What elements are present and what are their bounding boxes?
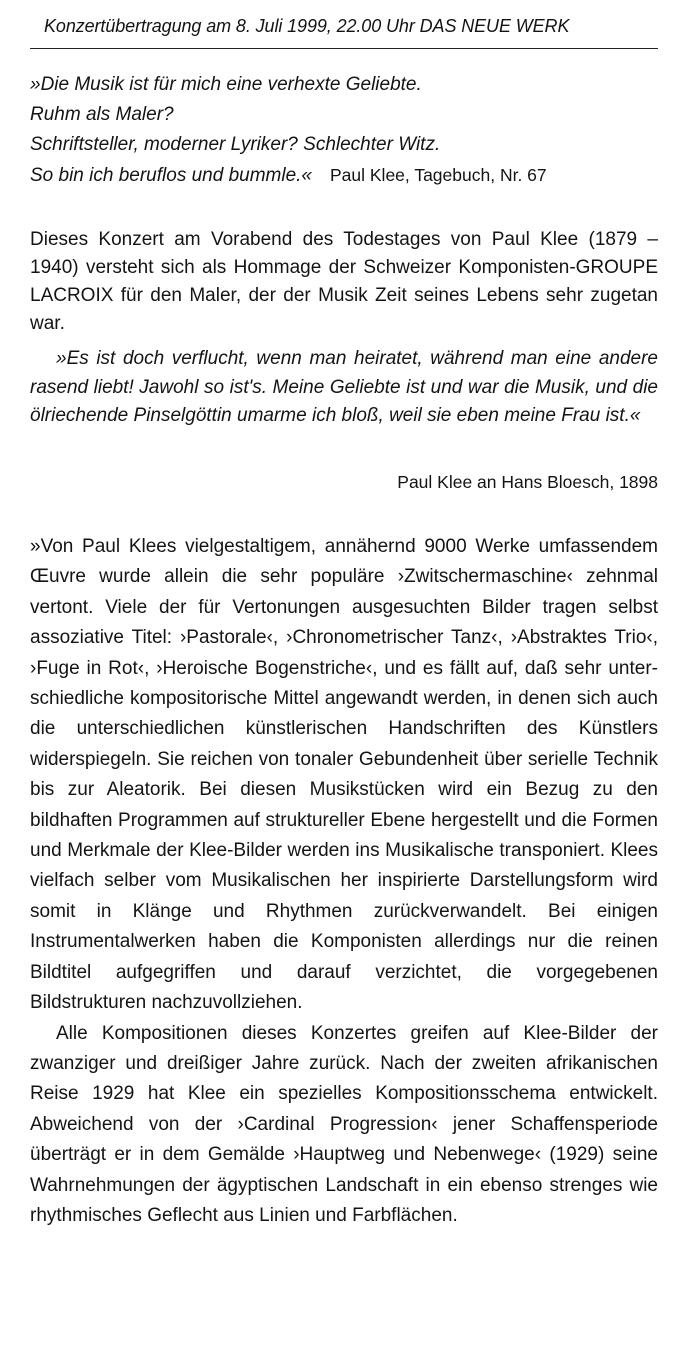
- header-rule: [30, 48, 658, 49]
- intro-paragraph: Dieses Konzert am Vorabend des Todestages von Paul Klee (1879 – 1940) versteht sich als Hommage der Schweizer Komponisten-GROUPE LACROIX für den Maler, der der Musik Zeit seines Lebens sehr zugetan war.: [30, 229, 658, 334]
- motto-source: Paul Klee, Tagebuch, Nr. 67: [330, 165, 547, 185]
- motto-line-1: »Die Musik ist für mich eine verhexte Geliebte.: [30, 74, 422, 95]
- motto-line-4: So bin ich beruflos und bummle.«: [30, 165, 312, 186]
- body-paragraph-2: Alle Kompositionen dieses Konzertes greifen auf Klee-Bilder der zwanziger und dreißiger Jahre zurück. Nach der zweiten afrikanischen Reise 1929 hat Klee ein spezielles Kompositionsschema entwickelt. Abweichend von der ›Cardinal Progression‹ jener Schaffensperiode überträgt er in dem Gemälde ›Hauptweg und Nebenwege‹ (1929) seine Wahrnehmungen der ägyptischen Landschaft in ein ebenso strenges wie rhythmisches Geflecht aus Linien und Farbflächen.: [30, 1022, 658, 1226]
- motto-line-3: Schriftsteller, moderner Lyriker? Schlechter Witz.: [30, 134, 441, 155]
- letter-quote-source: Paul Klee an Hans Bloesch, 1898: [397, 472, 658, 492]
- letter-quote: »Es ist doch verflucht, wenn man heiratet, während man eine andere rasend liebt! Jawohl so ist's. Meine Geliebte ist und war die Musik, und die ölriechende Pinselgöttin umarme ich bloß, weil sie eben meine Frau ist.«: [30, 348, 658, 426]
- motto-line-2: Ruhm als Maler?: [30, 104, 174, 125]
- body-paragraph-1: »Von Paul Klees vielgestaltigem, annähernd 9000 Werke umfassendem Œuvre wurde allein die sehr populäre ›Zwitschermaschine‹ zehnmal vertont. Viele der für Vertonungen ausgesuchten Bilder tragen selbst assoziative Titel: ›Pastorale‹, ›Chronometrischer Tanz‹, ›Abstraktes Trio‹, ›Fuge in Rot‹, ›Heroische Bogenstriche‹, und es fällt auf, daß sehr unterschiedliche kompositorische Mittel angewandt werden, in denen sich auch die unterschiedlichen künstlerischen Handschriften des Künstlers widerspiegeln. Sie reichen von tonaler Gebundenheit über serielle Technik bis zur Aleatorik. Bei diesen Musikstücken wird ein Bezug zu den bildhaften Programmen auf struktureller Ebene hergestellt und die Formen und Merkmale der Klee-Bilder werden ins Musikalische transponiert. Klees vielfach selber vom Musikalischen her inspirierte Darstellungsform wird somit in Klänge und Rhythmen zurückverwandelt. Bei einigen Instrumentalwerken haben die Komponisten allerdings nur die reinen Bildtitel aufgegriffen und darauf verzichtet, die vorgegebenen Bildstrukturen nachzuvollziehen.: [30, 536, 658, 1014]
- motto-quote: [30, 70, 658, 191]
- running-header: Konzertübertragung am 8. Juli 1999, 22.00 Uhr DAS NEUE WERK: [44, 16, 570, 36]
- motto-line-4-wrap: [30, 160, 658, 191]
- body-text: [30, 532, 658, 1231]
